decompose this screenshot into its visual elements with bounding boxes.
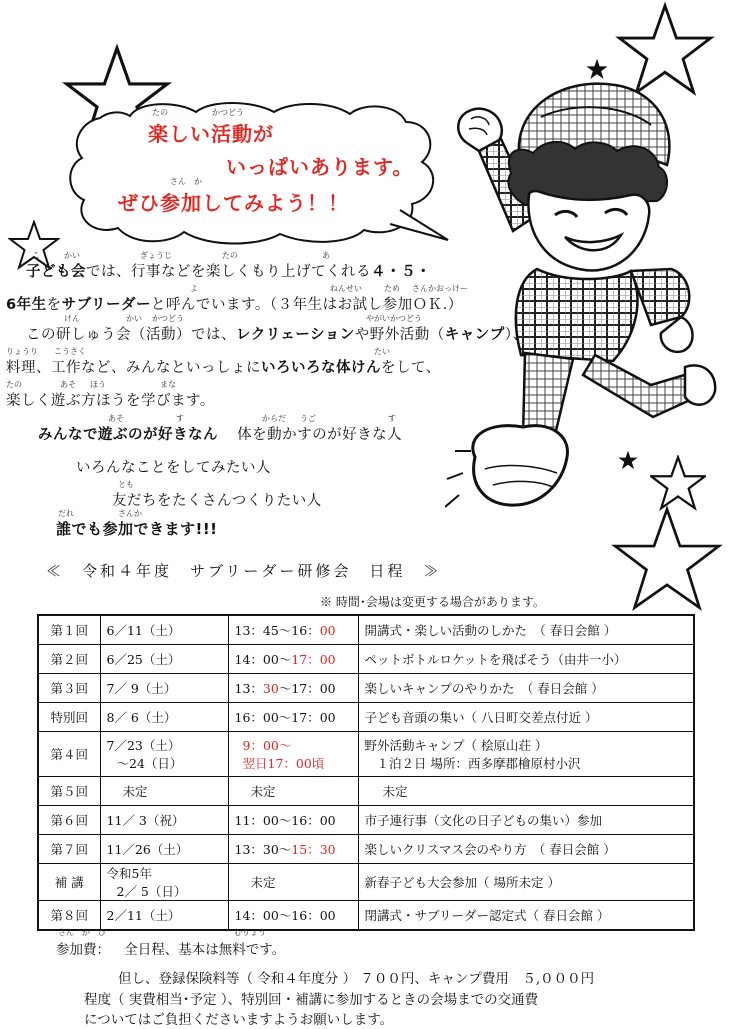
session-time: [228, 615, 358, 645]
intro-paragraph-line: [6, 356, 441, 377]
recreation-emphasis: レクリェーション: [236, 327, 355, 343]
fee-detail-line: 程度（ 実費相当･予定 ）、特別回・補講に参加するときの会場までの交通費: [84, 992, 539, 1008]
table-row: [38, 835, 694, 864]
session-time: 14：00〜16：00: [228, 901, 358, 931]
intro-text: この研しゅう会（活動）では、: [26, 327, 236, 343]
session-time: 未定: [228, 864, 358, 901]
date-line: 令和5年: [106, 866, 152, 881]
session-number: 特別回: [38, 703, 100, 732]
intro-paragraph-line: [26, 260, 431, 281]
intro-ruby: あ: [322, 251, 330, 260]
session-time: 11：00〜16：00: [228, 806, 358, 835]
intro-ruby: りょうり: [6, 347, 38, 356]
time-part: 14：00〜: [234, 652, 292, 667]
star-icon: [608, 505, 726, 613]
time-part: 〜17：00: [278, 681, 336, 696]
intro-ruby: だれ: [58, 509, 74, 518]
session-date: 未定: [100, 777, 228, 806]
session-date: 6／25（土）: [100, 645, 228, 674]
session-time: 未定: [228, 777, 358, 806]
table-row: [38, 864, 694, 901]
session-time: [228, 674, 358, 703]
intro-text: をして、: [381, 360, 441, 376]
table-row: [38, 732, 694, 777]
footer-ruby: むりょう: [234, 928, 266, 937]
session-event: ペットボトルロケットを飛ばそう（由井一小）: [358, 645, 694, 674]
fee-detail-line: についてはご負担くださいますようお願いします。: [84, 1012, 394, 1028]
intro-ruby: さんかおっけー: [412, 284, 468, 293]
intro-ruby: うご: [300, 414, 316, 423]
play-lover-emphasis: みんなで遊ぶのが好きなん: [38, 427, 218, 443]
intro-ruby: やがいかつどう: [366, 314, 422, 323]
fee-text: 全日程、基本は無料です。: [124, 942, 286, 958]
bubble-ruby: たの: [152, 108, 168, 117]
session-event: 市子連行事（文化の日子どもの集い）参加: [358, 806, 694, 835]
event-line: １泊２日 場所：西多摩郡檜原村小沢: [376, 756, 581, 771]
everyone-welcome: 誰でも参加できます!!!: [56, 520, 218, 538]
intro-ruby: けん: [64, 314, 80, 323]
footer-ruby: さん か ひ: [58, 928, 106, 937]
intro-ruby: あそ: [108, 414, 124, 423]
intro-ruby: からだ: [262, 414, 286, 423]
session-event: 未定: [358, 777, 694, 806]
time-changed: 翌日17：00頃: [242, 756, 325, 771]
time-changed: 17：00: [291, 652, 336, 667]
session-event: 子ども音頭の集い（ 八日町交差点付近 ）: [358, 703, 694, 732]
date-line: 7／23（土）: [106, 738, 181, 753]
intro-ruby: かつどう: [152, 314, 184, 323]
table-row: [38, 674, 694, 703]
intro-text: 料理、工作など、みんなといっしょに: [6, 360, 261, 376]
fee-label: 参加費：: [56, 942, 110, 958]
intro-ruby: す: [176, 414, 184, 423]
session-date: [100, 732, 228, 777]
table-row: [38, 703, 694, 732]
session-date: 11／ 3（祝）: [100, 806, 228, 835]
intro-ruby: たの: [6, 380, 22, 389]
session-time: [228, 645, 358, 674]
bubble-line-2: いっぱいあります。: [226, 155, 414, 179]
session-event: 楽しいキャンプのやりかた （ 春日会館 ）: [358, 674, 694, 703]
intro-ruby: ほう: [90, 380, 106, 389]
session-number: 第５回: [38, 777, 100, 806]
session-date: 11／26（土）: [100, 835, 228, 864]
event-line: 野外活動キャンプ（ 桧原山荘 ）: [364, 738, 548, 753]
experience-emphasis: いろいろな体けん: [261, 360, 381, 376]
kodomokai-emphasis: 子ども会: [26, 264, 86, 280]
grade-emphasis: ４・５・: [371, 264, 431, 280]
session-date: 7／ 9（土）: [100, 674, 228, 703]
time-changed: 15：30: [291, 842, 336, 857]
date-line: 2／ 5（日）: [116, 884, 187, 899]
bubble-ruby: さん か: [170, 177, 202, 186]
session-date: 2／11（土）: [100, 901, 228, 931]
session-number: 第４回: [38, 732, 100, 777]
time-changed: 00: [319, 623, 336, 638]
table-row: [38, 777, 694, 806]
session-number: 補 講: [38, 864, 100, 901]
intro-ruby: す: [388, 414, 396, 423]
intro-ruby: こ かい: [32, 251, 80, 260]
schedule-title: ≪ 令和４年度 サブリーダー研修会 日程 ≫: [46, 562, 442, 580]
fee-detail-line: 但し、登録保険料等（ 令和４年度分 ） ７００円、キャンプ費用 ５,０００円: [118, 971, 595, 987]
intro-ruby: ため: [384, 284, 400, 293]
target-text: 体を動かすのが好きな人: [237, 427, 403, 443]
session-number: 第８回: [38, 901, 100, 931]
intro-ruby: かい: [126, 314, 142, 323]
session-event: 楽しいクリスマス会のやり方 （ 春日会館 ）: [358, 835, 694, 864]
target-line: いろんなことをしてみたい人: [76, 460, 271, 476]
intro-paragraph-line: 楽しく遊ぶ方ほうを学びます。: [6, 393, 215, 409]
table-row: [38, 615, 694, 645]
boy-character-illustration: [445, 55, 720, 515]
intro-ruby: たの: [222, 251, 238, 260]
table-row: [38, 901, 694, 931]
session-event: 閉講式・サブリーダー認定式（ 春日会館 ）: [358, 901, 694, 931]
time-part: 13：30〜: [234, 842, 292, 857]
intro-ruby: ねんせい: [330, 284, 362, 293]
session-time: [228, 732, 358, 777]
intro-text: と呼んでいます。（３年生はお試し参加ＯＫ.）: [151, 297, 463, 313]
intro-text: ）、: [504, 327, 528, 343]
fee-line: [56, 938, 285, 958]
schedule-note: ※ 時間･会場は変更する場合があります。: [320, 595, 545, 609]
intro-ruby: まな: [160, 380, 176, 389]
session-event: [358, 732, 694, 777]
intro-paragraph-line: [26, 323, 527, 344]
intro-text: を: [46, 297, 62, 313]
table-row: [38, 645, 694, 674]
session-number: 第２回: [38, 645, 100, 674]
session-date: [100, 864, 228, 901]
bubble-ruby: かつどう: [212, 108, 244, 117]
intro-ruby: たい: [374, 347, 390, 356]
intro-ruby: とも: [118, 480, 134, 489]
session-number: 第６回: [38, 806, 100, 835]
session-number: 第１回: [38, 615, 100, 645]
time-changed: 30: [262, 681, 279, 696]
intro-paragraph-line: [6, 293, 463, 314]
session-date: 8／ 6（土）: [100, 703, 228, 732]
session-number: 第７回: [38, 835, 100, 864]
session-event: 開講式・楽しい活動のしかた （ 春日会館 ）: [358, 615, 694, 645]
session-event: 新春子ども大会参加（ 場所未定 ）: [358, 864, 694, 901]
intro-ruby: よ: [190, 284, 198, 293]
session-number: 第３回: [38, 674, 100, 703]
bubble-line-1: 楽しい活動が: [148, 122, 274, 146]
camp-emphasis: キャンプ: [444, 327, 505, 343]
time-changed: 9：00〜: [242, 738, 292, 753]
intro-ruby: こうさく: [54, 347, 86, 356]
target-line: [38, 423, 402, 444]
time-part: 13：45〜16：: [234, 623, 320, 638]
intro-text: や野外活動（: [354, 327, 445, 343]
session-time: 16：00〜17：00: [228, 703, 358, 732]
session-time: [228, 835, 358, 864]
bubble-line-3: ぜひ参加してみよう！！: [118, 191, 349, 215]
intro-ruby: あそ: [60, 380, 76, 389]
target-line: 友だちをたくさんつくりたい人: [112, 493, 322, 509]
intro-ruby: ぎょうじ: [140, 251, 172, 260]
intro-text: では、行事などを楽しくもり上げてくれる: [86, 264, 371, 280]
table-row: [38, 806, 694, 835]
time-part: 13：: [234, 681, 263, 696]
session-date: 6／11（土）: [100, 615, 228, 645]
schedule-table: [37, 614, 695, 931]
grade-emphasis: 6年生: [6, 297, 47, 313]
date-line: 〜24（日）: [116, 756, 183, 771]
subleader-emphasis: サブリーダー: [61, 297, 152, 313]
intro-ruby: さんか: [118, 509, 142, 518]
